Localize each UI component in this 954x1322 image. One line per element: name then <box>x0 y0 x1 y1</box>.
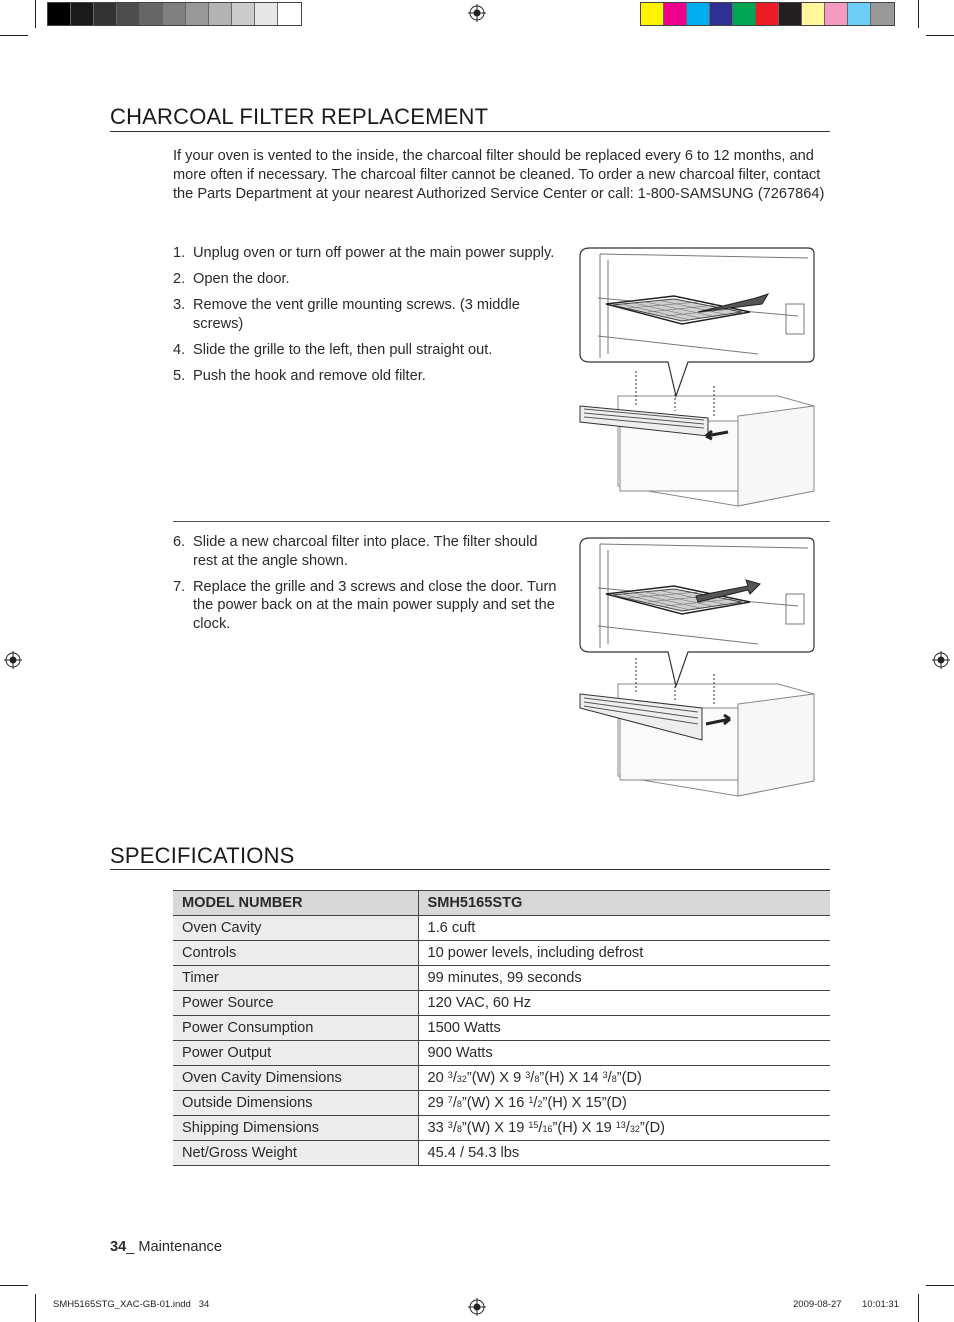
table-row: Power Consumption 1500 Watts <box>173 1016 830 1041</box>
step-item: 5. Push the hook and remove old filter. <box>173 367 426 384</box>
registration-mark-icon <box>932 651 950 669</box>
crop-mark <box>926 1285 954 1286</box>
color-swatch <box>664 3 687 25</box>
steps-list-removal <box>173 244 563 393</box>
page-number: 34 <box>110 1239 127 1255</box>
color-swatch <box>140 3 163 25</box>
color-swatch <box>186 3 209 25</box>
table-row: Net/Gross Weight 45.4 / 54.3 lbs <box>173 1141 830 1166</box>
crop-mark <box>35 1294 36 1322</box>
table-row: Power Output 900 Watts <box>173 1041 830 1066</box>
step-item: 1. Unplug oven or turn off power at the main power supply. <box>173 245 555 261</box>
crop-mark <box>918 0 919 28</box>
color-swatch <box>641 3 664 25</box>
table-row: Oven Cavity Dimensions 20 $^3$/32”(W) X 9 $^3$/8”(H) X 14 $^3$/8”(D) <box>173 1066 830 1091</box>
color-swatch <box>278 3 301 25</box>
color-swatch <box>710 3 733 25</box>
step-item: 3. Remove the vent grille mounting screws. (3 middle screws) <box>173 297 520 332</box>
color-swatch <box>779 3 802 25</box>
steps-divider <box>173 521 830 522</box>
color-swatch <box>163 3 186 25</box>
color-swatch <box>71 3 94 25</box>
crop-mark <box>0 35 28 36</box>
table-row: Power Source 120 VAC, 60 Hz <box>173 991 830 1016</box>
section-rule <box>110 131 830 132</box>
crop-mark <box>0 1285 28 1286</box>
section-title-specifications: SPECIFICATIONS <box>110 843 295 868</box>
process-color-bar <box>640 2 895 26</box>
registration-mark-icon <box>468 1298 486 1316</box>
filter-install-illustration <box>578 536 818 798</box>
color-swatch <box>802 3 825 25</box>
color-swatch <box>48 3 71 25</box>
color-swatch <box>756 3 779 25</box>
table-row: Outside Dimensions 29 $^7$/8”(W) X 16 $^1$/2”(H) X 15”(D) <box>173 1091 830 1116</box>
color-swatch <box>117 3 140 25</box>
color-swatch <box>687 3 710 25</box>
crop-mark <box>918 1294 919 1322</box>
crop-mark <box>926 35 954 36</box>
crop-mark <box>35 0 36 28</box>
table-header-label: MODEL NUMBER <box>173 891 418 916</box>
table-row: Oven Cavity 1.6 cuft <box>173 916 830 941</box>
section-name: _ Maintenance <box>126 1239 222 1255</box>
dimension-value: 20 $^3$/32”(W) X 9 $^3$/8”(H) X 14 $^3$/8”(D) <box>418 1066 830 1091</box>
section-rule <box>110 869 830 870</box>
dimension-value: 33 $^3$/8”(W) X 19 $^{15}$/16”(H) X 19 $^{13}$/32”(D) <box>418 1116 830 1141</box>
color-swatch <box>733 3 756 25</box>
step-item: 7. Replace the grille and 3 screws and close the door. Turn the power back on at the main power supply and set the clock. <box>173 578 557 632</box>
step-item: 4. Slide the grille to the left, then pull straight out. <box>173 341 493 358</box>
slug-time: 10:01:31 <box>862 1299 899 1310</box>
step-item: 6. Slide a new charcoal filter into place. The filter should rest at the angle shown. <box>173 534 538 569</box>
steps-list-install <box>173 533 563 641</box>
file-slug: SMH5165STG_XAC-GB-01.indd 34 <box>53 1299 210 1310</box>
intro-paragraph: If your oven is vented to the inside, the charcoal filter should be replaced every 6 to 12 months, and more often if necessary. The charcoal filter cannot be cleaned. To order a new charcoal filter, contact the Parts Department at your nearest Authorized Service Center or call: 1-800-SAMSUNG (7267864) <box>173 148 825 202</box>
color-swatch <box>232 3 255 25</box>
slug-date: 2009-08-27 <box>793 1299 842 1310</box>
color-swatch <box>255 3 278 25</box>
color-swatch <box>871 3 894 25</box>
table-row: Timer 99 minutes, 99 seconds <box>173 966 830 991</box>
table-row: Controls 10 power levels, including defrost <box>173 941 830 966</box>
specifications-table <box>173 890 830 1166</box>
color-swatch <box>94 3 117 25</box>
step-item: 2. Open the door. <box>173 271 290 287</box>
registration-mark-icon <box>4 651 22 669</box>
table-header-value: SMH5165STG <box>418 891 830 916</box>
registration-mark-icon <box>468 4 486 22</box>
table-row: Shipping Dimensions 33 $^3$/8”(W) X 19 $^{15}$/16”(H) X 19 $^{13}$/32”(D) <box>173 1116 830 1141</box>
gray-color-bar <box>47 2 302 26</box>
page-footer <box>110 1239 222 1255</box>
section-title-charcoal: CHARCOAL FILTER REPLACEMENT <box>110 104 489 129</box>
dimension-value: 29 $^7$/8”(W) X 16 $^1$/2”(H) X 15”(D) <box>418 1091 830 1116</box>
color-swatch <box>209 3 232 25</box>
table-header-row <box>173 891 830 916</box>
filter-removal-illustration <box>578 246 818 508</box>
color-swatch <box>848 3 871 25</box>
color-swatch <box>825 3 848 25</box>
